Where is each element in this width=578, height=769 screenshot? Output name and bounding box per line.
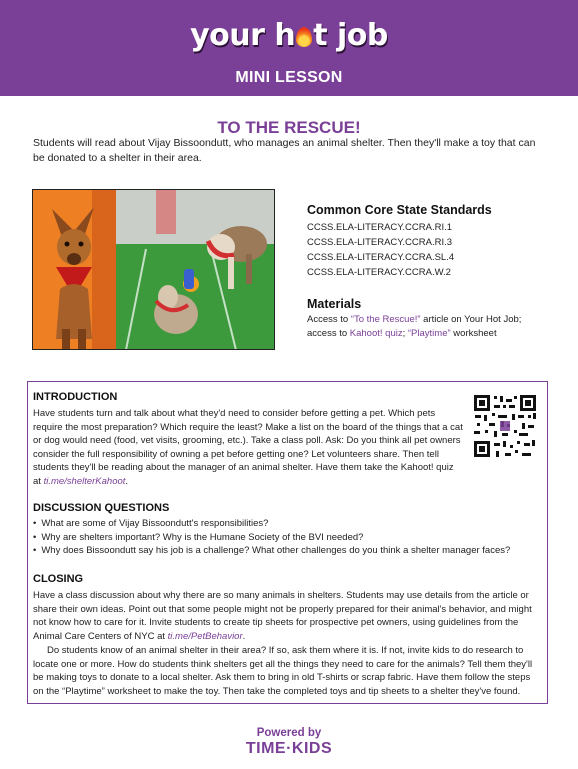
standards-list [307,220,454,280]
standard-item: CCSS.ELA-LITERACY.CCRA.RI.3 [307,237,453,248]
materials-text-part: article on Your Hot Job; [420,314,522,325]
discussion-title: DISCUSSION QUESTIONS [33,502,170,514]
pet-behavior-link[interactable]: ti.me/PetBehavior [167,630,243,642]
discussion-question: • Why are shelters important? Why is the Humane Society of the BVI needed? [33,531,548,545]
standard-item: CCSS.ELA-LITERACY.CCRA.SL.4 [307,252,455,263]
introduction-end: . [125,475,129,487]
your-hot-job-logo [0,18,578,53]
standard-item: CCSS.ELA-LITERACY.CCRA.W.2 [307,267,451,278]
kahoot-quiz-link[interactable]: Kahoot! quiz [349,328,403,339]
photo-frame [32,189,275,350]
closing-body: Have a class discussion about why there are so many animals in shelters. Students may use details from the article or share their own ideas. Point out that some people might not be properly prepared for their animal's behavior, and might not know how to care for it. Invite students to create tip sheets for prospective pet owners, using guidelines from the Animal Care Centers of NYC at [33,590,532,642]
flame-icon [296,27,312,47]
lesson-intro: Students will read about Vijay Bissoondutt, who manages an animal shelter. Then they'll make a toy that can be donated to a shelter in their area. [33,137,536,164]
closing-end: . [242,630,246,642]
discussion-question: • What are some of Vijay Bissoondutt's responsibilities? [33,517,548,531]
lesson-title: TO THE RESCUE! [217,118,361,137]
standards-title: Common Core State Standards [307,203,492,217]
header-banner [0,0,578,96]
mini-lesson-label: MINI LESSON [235,69,343,86]
closing-paragraph-1 [33,589,543,643]
logo-text-part1: your h [190,18,296,53]
materials-text-part: worksheet [450,328,497,339]
qr-code-icon [472,393,538,459]
introduction-body: Have students turn and talk about what they'd need to consider before getting a pet. Which pets require the most preparation? Which require the least? Make a list on the board of the things that a cat or dog would need (food, vet visits, grooming, etc.). Take a class poll. Ask: Do you think all pet owners consider the full responsibility of owning a pet before getting one? Let volunteers share. Then tell students they'll be reading about the manager of an animal shelter. Have them take the Kahoot! quiz at [33,408,463,487]
introduction-text [33,407,463,488]
qr-code[interactable] [472,393,538,459]
materials-text-part: access to [307,328,350,339]
introduction-title: INTRODUCTION [33,391,118,403]
playtime-worksheet-link[interactable]: “Playtime” [407,328,451,339]
closing-title: CLOSING [33,573,84,585]
time-kids-logo: TIME·KIDS [245,740,333,757]
closing-paragraph-2: Do students know of an animal shelter in their area? If so, ask them where it is. If not, invite kids to do research to locate one or more. How do students think shelters get all the things they need to care for the animals? Tell them they'll be making toys to donate to a local shelter. Ask them to bring in old T-shirts or scrap fabric. Have them follow the steps on the “Playtime” worksheet to make the toy. Then take the completed toys and tip sheets to a shelter they've found. [33,645,533,697]
materials-title: Materials [307,297,362,311]
materials-text-part: ; [402,328,408,339]
standard-item: CCSS.ELA-LITERACY.CCRA.RI.1 [307,222,453,233]
powered-by-label: Powered by [256,727,322,739]
article-link[interactable]: “To the Rescue!” [350,314,421,325]
logo-text-part2: t job [313,18,388,53]
discussion-list [33,517,548,558]
materials-text-part: Access to [307,314,351,325]
kahoot-link[interactable]: ti.me/shelterKahoot [43,475,126,487]
discussion-question: • Why does Bissoondutt say his job is a challenge? What other challenges do you think a shelter manager faces? [33,544,548,558]
materials-text [307,313,547,341]
